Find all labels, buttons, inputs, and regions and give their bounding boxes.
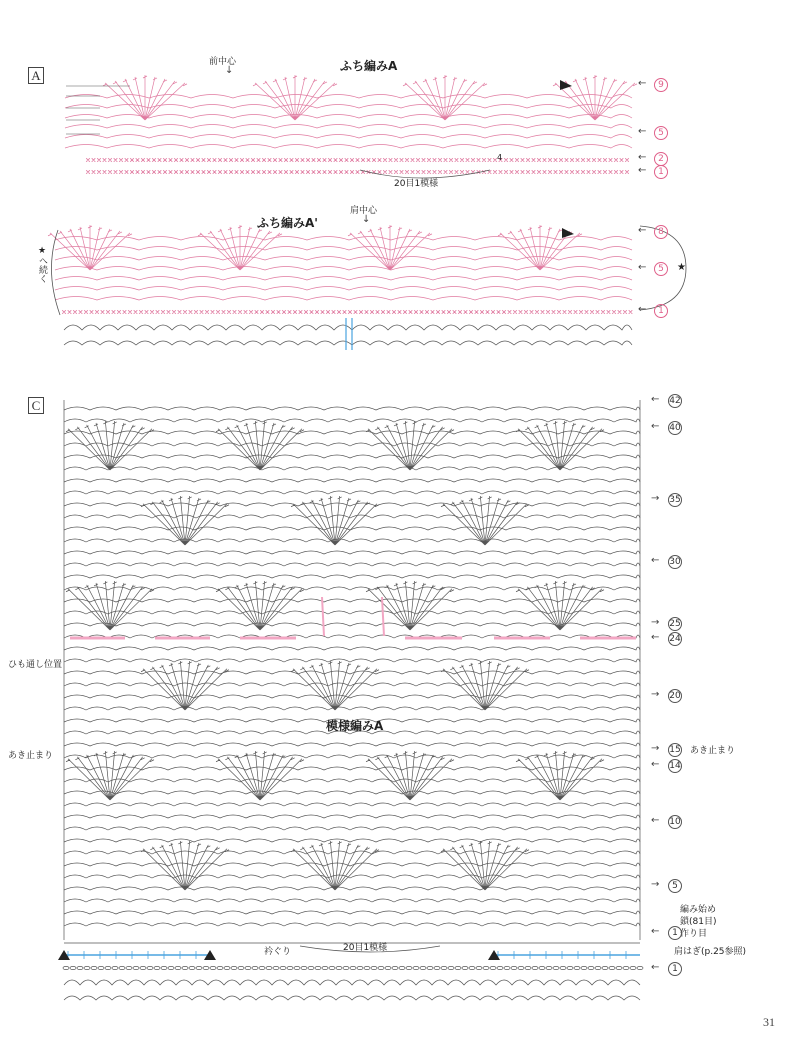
arc-row-c <box>64 551 640 554</box>
row-number-c-30: 30 <box>669 557 681 567</box>
star-mark: ★ <box>677 262 686 273</box>
chain-stitch <box>154 966 160 969</box>
chain-stitch <box>616 966 622 969</box>
chain-stitch <box>560 966 566 969</box>
chain-stitch <box>84 966 90 969</box>
shell-fan-c <box>441 661 529 710</box>
row-number-c-1-bottom: 1 <box>668 962 682 976</box>
chain-stitch <box>252 966 258 969</box>
chain-stitch <box>161 966 167 969</box>
edge-loop-row <box>64 325 632 330</box>
row-number-c-10: 10 <box>669 817 681 827</box>
row-number-c-40: 40 <box>669 423 681 433</box>
chain-stitch <box>567 966 573 969</box>
row-arrow-icon: → <box>651 743 660 754</box>
arc-row-c <box>64 467 640 470</box>
sc-row-a2-1 <box>62 310 632 314</box>
chain-stitch <box>574 966 580 969</box>
chain-stitch <box>392 966 398 969</box>
arc-row-c <box>64 611 640 614</box>
arc-row-a2 <box>55 287 632 291</box>
row-arrow-icon: ← <box>638 152 647 163</box>
edge-loop-row <box>64 341 632 345</box>
row-arrow-icon: ← <box>638 165 647 176</box>
row-number-a-9: 9 <box>654 78 668 92</box>
chain-stitch <box>350 966 356 969</box>
chain-stitch <box>469 966 475 969</box>
row-number-a-5: 5 <box>654 126 668 140</box>
chain-stitch <box>77 966 83 969</box>
chain-stitch <box>553 966 559 969</box>
chain-stitch <box>210 966 216 969</box>
chain-stitch <box>287 966 293 969</box>
row-arrow-icon: → <box>651 617 660 628</box>
chain-stitch <box>385 966 391 969</box>
chain-stitch <box>147 966 153 969</box>
chain-stitch <box>504 966 510 969</box>
section-c-repeat: 20目1模様 <box>343 943 388 953</box>
shell-fan-c <box>216 421 304 470</box>
chain-stitch <box>581 966 587 969</box>
chain-stitch <box>105 966 111 969</box>
arc-row-c <box>64 887 640 890</box>
edge-loop-bottom <box>64 980 640 985</box>
shell-fan-c <box>291 661 379 710</box>
chain-stitch <box>119 966 125 969</box>
edge-loop-bottom <box>64 996 640 1000</box>
page-number: 31 <box>763 1015 775 1029</box>
shell-fan-a <box>403 75 487 120</box>
chain-stitch <box>259 966 265 969</box>
section-a-title: ふち編みA <box>340 59 398 73</box>
arc-row-c <box>64 587 640 590</box>
drawstring-vertical <box>322 597 384 636</box>
row-arrow-icon: ← <box>638 126 647 137</box>
continue-to-star-label: ★へ続く <box>37 246 47 283</box>
arc-row-c <box>64 803 640 806</box>
center-marker-blue <box>346 318 352 350</box>
chain-stitch <box>301 966 307 969</box>
chain-stitch <box>98 966 104 969</box>
arc-row-c <box>64 923 640 926</box>
row-arrow-icon: → <box>651 493 660 504</box>
row-number-a2-1: 1 <box>654 304 668 318</box>
arc-row-a <box>65 145 632 149</box>
chain-stitch <box>511 966 517 969</box>
chain-stitch <box>532 966 538 969</box>
row-number-c-15: 15 <box>669 745 681 755</box>
section-a-mid-number: 4 <box>497 153 503 162</box>
arc-row-a2 <box>55 277 632 281</box>
arc-row-c <box>64 863 640 866</box>
row-arrow-icon: ← <box>651 394 660 405</box>
chain-stitch <box>490 966 496 969</box>
chain-stitch <box>245 966 251 969</box>
chain-stitch <box>140 966 146 969</box>
chain-stitch <box>231 966 237 969</box>
chain-stitch <box>602 966 608 969</box>
start-label-3: 作り目 <box>680 929 708 939</box>
arc-row-c <box>64 827 640 830</box>
arc-row-c <box>64 659 640 662</box>
drawstring-position-label: ひも通し位置 <box>8 660 63 670</box>
arc-row-c <box>64 683 640 686</box>
arc-row-c <box>64 443 640 446</box>
chain-stitch <box>133 966 139 969</box>
chain-stitch <box>462 966 468 969</box>
row-number-c-42: 42 <box>669 396 681 406</box>
chain-stitch <box>308 966 314 969</box>
chain-stitch <box>539 966 545 969</box>
chain-stitch <box>182 966 188 969</box>
row-number-c-25: 25 <box>669 619 681 629</box>
section-c-title: 模様編みA <box>326 719 384 733</box>
chain-stitch <box>343 966 349 969</box>
arc-row-a <box>65 105 632 109</box>
section-a2-center-label: 肩中心 <box>350 206 378 216</box>
triangle-marker-a <box>560 80 572 90</box>
section-a-center-label: 前中心 <box>209 57 237 67</box>
chain-stitch <box>427 966 433 969</box>
chain-row-bottom <box>63 966 643 969</box>
chain-stitch <box>371 966 377 969</box>
chain-stitch <box>238 966 244 969</box>
shoulder-seam-label: 肩はぎ(p.25参照) <box>674 947 747 957</box>
arc-row-c <box>64 755 640 758</box>
arc-row-c <box>64 695 640 698</box>
row-arrow-icon: ← <box>651 759 660 770</box>
section-a-repeat: 20目1模様 <box>394 179 439 189</box>
shell-fan-c <box>216 581 304 630</box>
start-label-2: 鎖(81目) <box>680 917 717 927</box>
row-arrow-icon: ← <box>651 962 660 973</box>
shell-fan-c <box>216 751 304 800</box>
arc-row-c <box>64 875 640 878</box>
row-arrow-icon: ← <box>651 815 660 826</box>
arc-row-c <box>64 575 640 578</box>
arc-row-c <box>64 515 640 518</box>
arc-row-c <box>64 743 640 746</box>
chain-stitch <box>63 966 69 969</box>
row-arrow-icon: → <box>651 689 660 700</box>
shell-fan-a <box>553 75 637 120</box>
arc-row-a <box>65 135 632 139</box>
chain-stitch <box>294 966 300 969</box>
row-arrow-icon: ← <box>651 555 660 566</box>
chain-stitch <box>189 966 195 969</box>
neckline-label: 衿ぐり <box>264 947 292 957</box>
chain-stitch <box>203 966 209 969</box>
shell-fan-c <box>66 581 154 630</box>
section-a2-title: ふち編みA' <box>257 216 318 230</box>
chain-stitch <box>196 966 202 969</box>
row-number-c-35: 35 <box>669 495 681 505</box>
chain-stitch <box>588 966 594 969</box>
arc-row-c <box>64 479 640 482</box>
chain-stitch <box>609 966 615 969</box>
chain-stitch <box>126 966 132 969</box>
row-number-c-1: 1 <box>668 926 682 940</box>
arc-row-c <box>64 851 640 854</box>
center-down-arrow-icon: ↓ <box>362 214 371 225</box>
chain-stitch <box>112 966 118 969</box>
chain-stitch <box>217 966 223 969</box>
chain-stitch <box>70 966 76 969</box>
chain-stitch <box>175 966 181 969</box>
arc-row-c <box>64 647 640 650</box>
chain-stitch <box>448 966 454 969</box>
row-arrow-icon: → <box>651 879 660 890</box>
chain-stitch <box>336 966 342 969</box>
arc-row-c <box>64 563 640 566</box>
chain-stitch <box>476 966 482 969</box>
arc-row-a2 <box>55 237 632 241</box>
chain-stitch <box>518 966 524 969</box>
arc-row-c <box>64 635 640 638</box>
chain-stitch <box>595 966 601 969</box>
row-number-a-1: 1 <box>654 165 668 179</box>
row-arrow-icon: ← <box>651 421 660 432</box>
chain-stitch <box>322 966 328 969</box>
shell-fan-c <box>66 751 154 800</box>
opening-stop-right-label: あき止まり <box>690 746 736 756</box>
arc-row-a2 <box>55 297 632 301</box>
center-down-arrow-icon: ↓ <box>225 65 234 76</box>
chain-stitch <box>315 966 321 969</box>
row-number-c-24: 24 <box>669 634 681 644</box>
row-number-c-5: 5 <box>668 879 682 893</box>
row-number-c-14: 14 <box>669 761 681 771</box>
row-arrow-icon: ← <box>638 78 647 89</box>
row-arrow-icon: ← <box>651 926 660 937</box>
arc-row-c <box>64 599 640 602</box>
shell-fan-c <box>66 421 154 470</box>
sc-row-a1 <box>86 170 629 174</box>
chain-stitch <box>623 966 629 969</box>
chain-stitch <box>168 966 174 969</box>
arc-row-c <box>64 407 640 410</box>
section-c-label: C <box>28 397 44 414</box>
arc-row-c <box>64 539 640 542</box>
arc-row-c <box>64 419 640 422</box>
shell-fan-c <box>141 841 229 890</box>
arc-row-a <box>65 125 632 129</box>
arc-row-c <box>64 491 640 494</box>
chain-stitch <box>630 966 636 969</box>
chain-stitch <box>273 966 279 969</box>
arc-row-c <box>64 707 640 710</box>
shell-fan-a <box>103 75 187 120</box>
arc-row-c <box>64 671 640 674</box>
shell-fan-c <box>441 841 529 890</box>
section-a-label: A <box>28 67 44 84</box>
row-number-c-20: 20 <box>669 691 681 701</box>
chain-stitch <box>434 966 440 969</box>
shell-fan-a <box>253 75 337 120</box>
shell-fan-c <box>141 661 229 710</box>
shell-fan-a2 <box>198 225 282 270</box>
row-number-a-2: 2 <box>654 152 668 166</box>
arc-row-c <box>64 899 640 902</box>
sc-row-a2 <box>86 158 629 162</box>
chain-stitch <box>413 966 419 969</box>
chain-stitch <box>266 966 272 969</box>
row-number-a2-5: 5 <box>654 262 668 276</box>
continue-bracket <box>51 230 60 315</box>
chain-stitch <box>378 966 384 969</box>
chain-stitch <box>399 966 405 969</box>
chain-stitch <box>406 966 412 969</box>
arc-row-c <box>64 815 640 818</box>
opening-stop-left-label: あき止まり <box>8 751 54 761</box>
arc-row-c <box>64 911 640 914</box>
chain-stitch <box>525 966 531 969</box>
chain-stitch <box>637 966 643 969</box>
guide-lines-a <box>66 86 130 134</box>
chain-stitch <box>441 966 447 969</box>
arc-row-c <box>64 839 640 842</box>
row-arrow-icon: ← <box>651 632 660 643</box>
chain-stitch <box>364 966 370 969</box>
chain-stitch <box>420 966 426 969</box>
arc-row-c <box>64 767 640 770</box>
row-arrow-icon: ← <box>638 304 647 315</box>
row-arrow-icon: ← <box>638 262 647 273</box>
chain-stitch <box>546 966 552 969</box>
triangle-marker-a2 <box>562 228 574 238</box>
chain-stitch <box>497 966 503 969</box>
chain-stitch <box>91 966 97 969</box>
shell-fan-c <box>366 421 454 470</box>
row-arrow-icon: ← <box>638 225 647 236</box>
start-label-1: 編み始め <box>680 905 717 915</box>
shell-fan-c <box>291 841 379 890</box>
chain-stitch <box>224 966 230 969</box>
chain-stitch <box>483 966 489 969</box>
shell-fan-a2 <box>48 225 132 270</box>
chain-stitch <box>357 966 363 969</box>
chain-stitch <box>329 966 335 969</box>
chain-stitch <box>455 966 461 969</box>
arc-row-a2 <box>55 267 632 271</box>
row-number-a2-8: 8 <box>654 225 668 239</box>
chain-stitch <box>280 966 286 969</box>
